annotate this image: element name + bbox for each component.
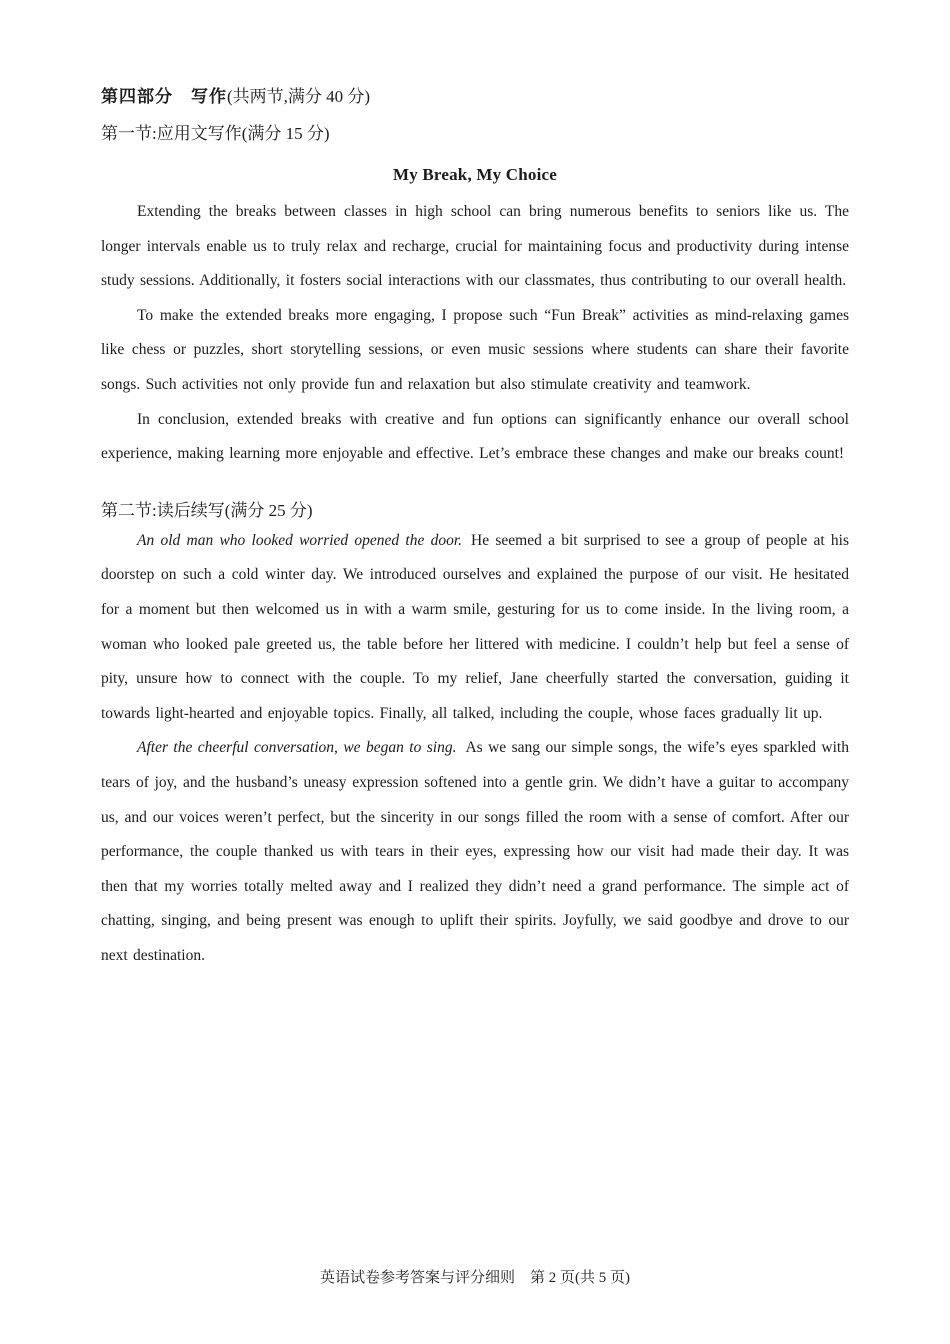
- essay1-paragraph-1: Extending the breaks between classes in high school can bring numerous benefits to seniors like us. The longer intervals enable us to truly relax and recharge, crucial for maintaining focus and productivity during intense study sessions. Additionally, it fosters social interactions with our classmates, thus contributing to our overall health.: [101, 203, 849, 290]
- essay2-paragraph-1-italic-lead: An old man who looked worried opened the door.: [137, 531, 463, 549]
- essay1-paragraph-2: To make the extended breaks more engaging, I propose such “Fun Break” activities as mind-relaxing games like chess or puzzles, short storytelling sessions, or even music sessions where students can share their favorite songs. Such activities not only provide fun and relaxation but also stimulate creativity and teamwork.: [101, 306, 849, 393]
- essay1-paragraph-3: In conclusion, extended breaks with creative and fun options can significantly enhance our overall school experience, making learning more enjoyable and effective. Let’s embrace these changes and make our breaks count!: [101, 410, 849, 463]
- part4-heading: [101, 84, 849, 110]
- essay2-paragraph-1: [101, 524, 849, 732]
- part4-heading-detail: (共两节,满分 40 分): [227, 87, 371, 106]
- essay2-paragraph-1-body: He seemed a bit surprised to see a group of people at his doorstep on such a cold winter day. We introduced ourselves and explained the purpose of our visit. He hesitated for a moment but then welcomed us in with a warm smile, gesturing for us to come inside. In the living room, a woman who looked pale greeted us, the table before her littered with medicine. I couldn’t help but feel a sense of pity, unsure how to connect with the couple. To my relief, Jane cheerfully started the conversation, guiding it towards light-hearted and enjoyable topics. Finally, all talked, including the couple, whose faces gradually lit up.: [101, 531, 849, 722]
- page-footer: 英语试卷参考答案与评分细则 第 2 页(共 5 页): [320, 1270, 630, 1286]
- part4-heading-bold: 第四部分 写作: [101, 87, 227, 107]
- essay1-title: My Break, My Choice: [392, 165, 557, 184]
- page-content: [101, 84, 849, 973]
- section1-heading: 第一节:应用文写作(满分 15 分): [101, 124, 330, 143]
- essay2-paragraph-2-italic-lead: After the cheerful conversation, we began to sing.: [137, 739, 457, 757]
- essay2-paragraph-2-body: As we sang our simple songs, the wife’s eyes sparkled with tears of joy, and the husband’s uneasy expression softened into a gentle grin. We didn’t have a guitar to accompany us, and our voices weren’t perfect, but the sincerity in our songs filled the room with a sense of comfort. After our performance, the couple thanked us with tears in their eyes, expressing how our visit had made their day. It was then that my worries totally melted away and I realized they didn’t need a grand performance. The simple act of chatting, singing, and being present was enough to uplift their spirits. Joyfully, we said goodbye and drove to our next destination.: [101, 739, 849, 964]
- essay2-paragraph-2: [101, 731, 849, 973]
- section2-heading: 第二节:读后续写(满分 25 分): [101, 500, 313, 520]
